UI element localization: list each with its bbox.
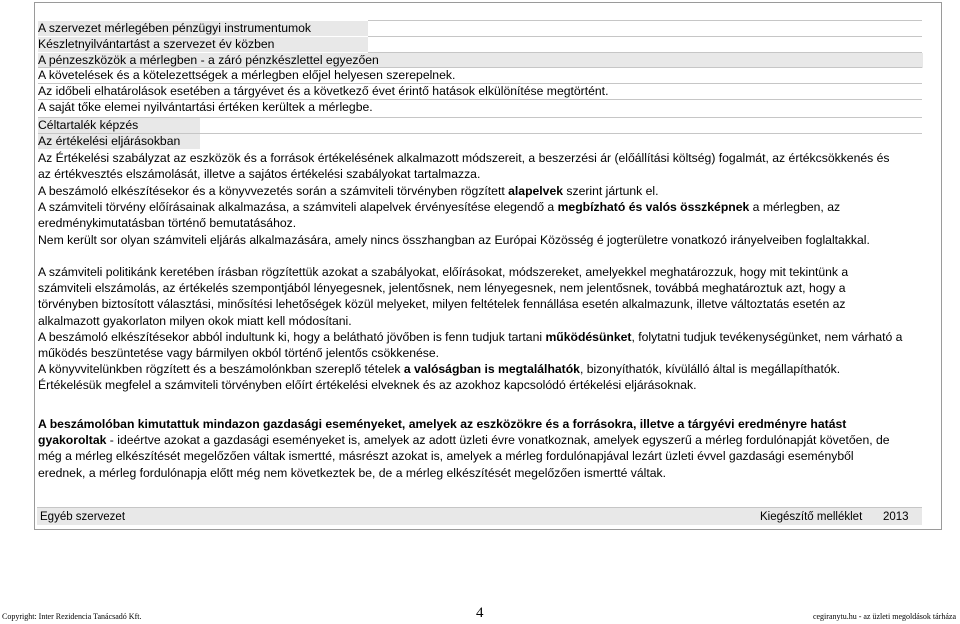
rule: [38, 133, 922, 134]
emphasis-megtalalhatok: a valóságban is megtalálhatók: [403, 362, 580, 376]
section-title-ertekelesi: Az értékelési eljárásokban: [38, 134, 200, 149]
paragraph-szamviteli-politika: A számviteli politikánk keretében írásban rögzítettük azokat a szabályokat, előírásokat, módszereket, amelyekkel meghatározzuk, hogy mit tekintünk a számviteli elszámolás, az értékelés szempontjából lényegesnek, jelentősnek, nem lényegesnek, nem jelentősnek, továbbá meghatároztuk azt, hogy a törvényben biztosított választási, minősítési lehetőségek közül melyeket, milyen feltételek fennállása esetén alkalmazunk, illetve változtatás esetén az alkalmazott gyakorlaton milyen okok miatt kell módosítani.: [38, 265, 849, 328]
site-tagline: cegiranytu.hu - az üzleti megoldások tárháza: [812, 612, 956, 621]
copyright-text: Copyright: Inter Rezidencia Tanácsadó Kft.: [2, 612, 142, 621]
rule: [38, 99, 922, 100]
header-line-penzeszkozok: A pénzeszközök a mérlegben - a záró pénzkészlettel egyezően: [38, 53, 923, 68]
paragraph-mukodes: A beszámoló elkészítésekor abból indultunk ki, hogy a belátható jövőben is fenn tudjuk tartani működésünket, folytatni tudjuk tevékenységünket, nem várható a működés beszüntetése vagy bármilyen okból történő jelentős csökkenése.: [38, 330, 903, 361]
emphasis-gazdasagi-esemenyek: A beszámolóban kimutattuk mindazon gazdasági eseményeket, amelyek az eszközökre és a forrásokra, illetve a tárgyévi eredményre hatást gyakoroltak: [38, 417, 847, 448]
footer-year: 2013: [883, 511, 909, 523]
header-line-sajat-toke: A saját tőke elemei nyilvántartási értéken kerültek a mérlegbe.: [38, 100, 373, 114]
emphasis-valos-osszkep: megbízható és valós összképnek: [557, 200, 750, 214]
paragraph-konyvvitel: A könyvvitelünkben rögzített és a beszámolónkban szereplő tételek a valóságban is megtalálhatók, bizonyíthatók, kívülálló által is megállapíthatók. Értékelésük megfelel a számviteli törvényben előírt értékelési elveknek és az azokhoz kapcsolódó értékelési eljárásoknak.: [38, 362, 841, 393]
paragraph-europai-kozosseg: Nem került sor olyan számviteli eljárás alkalmazására, amely nincs összhangban az Európai Közösség é jogterületre vonatkozó irányelveiben foglaltakkal.: [38, 233, 870, 247]
header-line-instrumentumok: A szervezet mérlegében pénzügyi instrumentumok: [38, 21, 368, 36]
rule: [38, 83, 922, 84]
rule: [368, 52, 922, 53]
header-line-keszlet: Készletnyilvántartást a szervezet év közben: [38, 37, 368, 52]
rule: [38, 117, 922, 118]
paragraph-valos-osszkep: A számviteli törvény előírásainak alkalmazása, a számviteli alapelvek érvényesítése elegendő a megbízható és valós összképnek a mérlegben, az eredménykimutatásban történő bemutatásához.: [38, 200, 841, 231]
emphasis-alapelvek: alapelvek: [508, 184, 564, 198]
paragraph-gazdasagi-esemenyek: A beszámolóban kimutattuk mindazon gazdasági eseményeket, amelyek az eszközökre és a forrásokra, illetve a tárgyévi eredményre hatást gyakoroltak - ideértve azokat a gazdasági eseményeket is, amelyek az adott üzleti évre vonatkoznak, amelyek egyszerű a mérleg fordulónapját követően, de még a mérleg elkészítését megelőzően váltak ismertté, másrészt azokat is, amelyek a mérleg fordulónapjával lezárt üzleti évvel gazdasági eseményből erednek, a mérleg fordulónapja előtt még nem következtek be, de a mérleg elkészítését megelőzően ismertté váltak.: [38, 417, 890, 480]
footer-org-type: Egyéb szervezet: [40, 511, 126, 523]
header-line-elhatarolasok: Az időbeli elhatárolások esetében a tárgyévet és a következő évet érintő hatások elkülönítése megtörtént.: [38, 84, 609, 98]
emphasis-mukodes: működésünket: [545, 330, 632, 344]
paragraph-ertekelesi-szabalyzat: Az Értékelési szabályzat az eszközök és a források értékelésének alkalmazott módszereit, a beszerzési ár (előállítási költség) fogalmát, az értékcsökkenés és az értékvesztés elszámolását, illetve a sajátos értékelési szabályokat tartalmazza.: [38, 151, 890, 182]
page-number: 4: [476, 605, 484, 621]
paragraph-alapelvek: A beszámoló elkészítésekor és a könyvvezetés során a számviteli törvényben rögzített alapelvek szerint jártunk el.: [38, 184, 659, 198]
rule: [368, 20, 922, 21]
section-title-celtartalek: Céltartalék képzés: [38, 118, 200, 133]
footer-document-title: Kiegészítő melléklet: [760, 511, 863, 523]
rule: [38, 67, 922, 68]
rule: [368, 36, 922, 37]
document-footer-bar: [37, 507, 922, 525]
header-line-kovetelesek: A követelések és a kötelezettségek a mérlegben előjel helyesen szerepelnek.: [38, 68, 456, 82]
